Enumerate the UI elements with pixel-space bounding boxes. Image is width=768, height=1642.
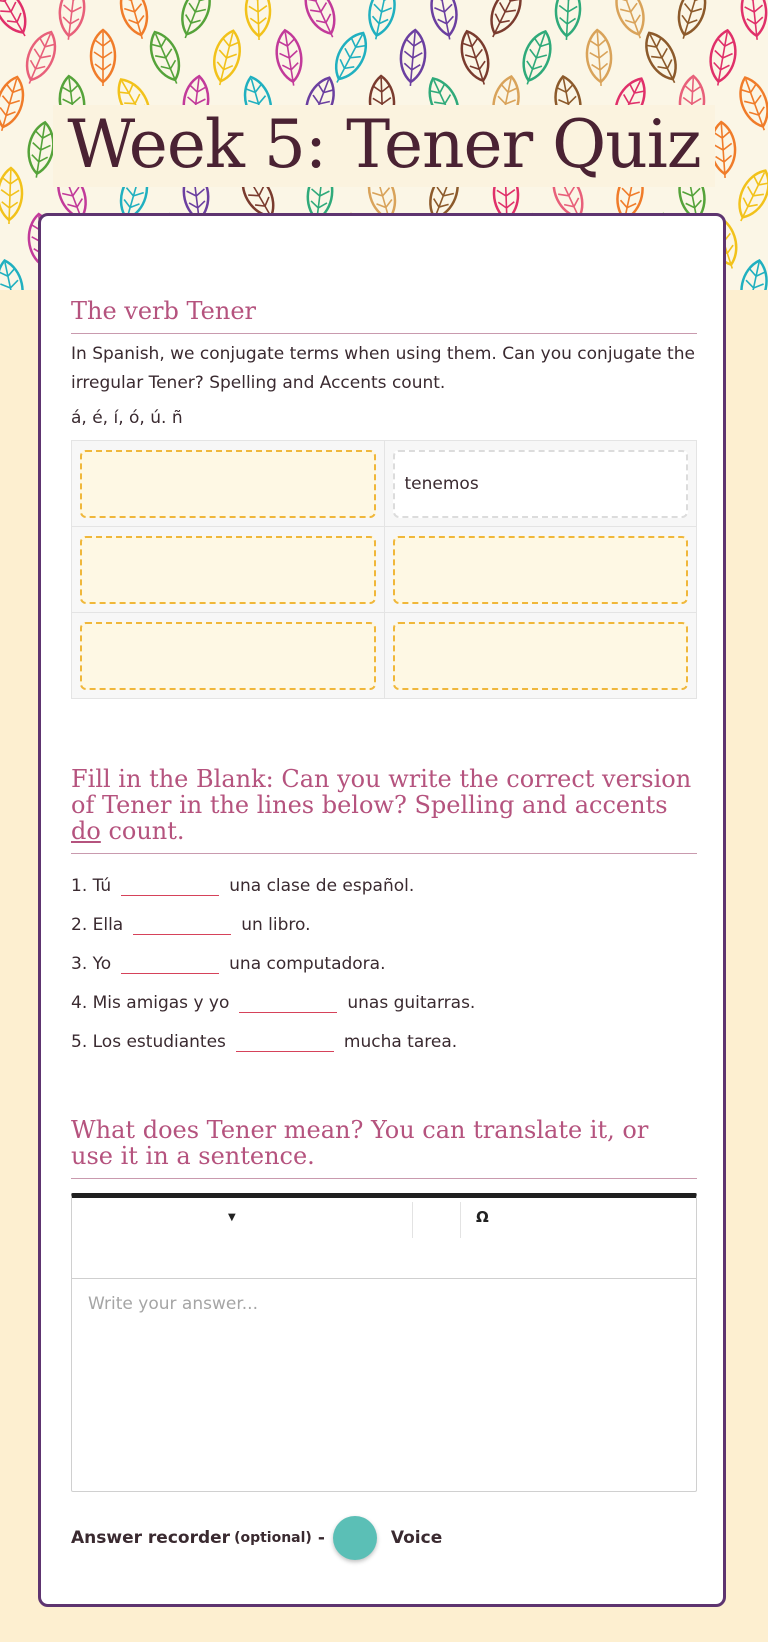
answer-textarea[interactable]: Write your answer... (88, 1294, 258, 1314)
list-item (71, 896, 697, 935)
leaf-icon (672, 0, 711, 42)
leaf-icon (516, 28, 557, 89)
leaf-icon (91, 30, 115, 86)
blank-input[interactable] (121, 951, 219, 974)
list-item (71, 857, 697, 896)
leaf-icon (115, 0, 154, 42)
leaf-icon (427, 0, 461, 42)
heading-text: Fill in the Blank: Can you write the correct version of Tener in the lines below? Spelling and accents (71, 765, 692, 819)
blank-input[interactable] (133, 912, 231, 935)
blank-input[interactable] (239, 990, 337, 1013)
leaf-icon (706, 28, 739, 87)
sentence-start: 1. Tú (71, 876, 112, 896)
leaf-icon (364, 0, 399, 42)
grid-cell (72, 441, 385, 527)
sentence-start: 4. Mis amigas y yo (71, 993, 230, 1013)
conjugation-section (71, 298, 697, 699)
leaf-icon (554, 0, 581, 41)
grid-cell (384, 441, 697, 527)
leaf-icon (326, 27, 373, 88)
leaf-icon (482, 0, 528, 42)
leaf-icon (18, 27, 62, 88)
editor-toolbar (72, 1198, 696, 1279)
section-heading (71, 766, 697, 854)
grid-cell (72, 613, 385, 699)
drop-zone[interactable] (80, 536, 376, 604)
leaf-icon (56, 0, 87, 41)
leaf-icon (610, 0, 652, 42)
heading-underlined: do (71, 817, 101, 845)
recorder-dash: - (317, 1528, 325, 1548)
special-characters-icon[interactable]: Ω (476, 1208, 489, 1226)
sentence-start: 2. Ella (71, 915, 124, 935)
drop-zone[interactable] (80, 450, 376, 518)
recorder-optional: (optional) (234, 1530, 312, 1546)
leaf-icon (0, 0, 35, 42)
blank-input[interactable] (121, 873, 219, 896)
sentence-end: un libro. (241, 915, 311, 935)
leaf-icon (639, 27, 686, 88)
leaf-icon (736, 258, 768, 290)
accent-characters: á, é, í, ó, ú. ñ (71, 408, 183, 428)
sentence-start: 5. Los estudiantes (71, 1032, 226, 1052)
drop-zone[interactable] (393, 536, 689, 604)
leaf-icon (739, 0, 768, 41)
drop-zone[interactable] (393, 622, 689, 690)
recorder-mode: Voice (390, 1528, 443, 1548)
leaf-icon (174, 0, 216, 42)
drop-zone[interactable] (80, 622, 376, 690)
quiz-card (38, 213, 726, 1607)
answer-chip[interactable]: tenemos (393, 450, 689, 518)
sentence-end: mucha tarea. (343, 1032, 458, 1052)
leaf-icon (298, 0, 343, 42)
leaf-icon (245, 0, 271, 40)
toolbar-divider (460, 1202, 461, 1238)
recorder-label: Answer recorder (71, 1528, 231, 1548)
conjugation-grid (71, 440, 697, 699)
leaf-icon (585, 29, 613, 87)
answer-editor (71, 1193, 697, 1492)
fill-in-blank-section (71, 766, 697, 1052)
translation-section (71, 1117, 697, 1179)
blank-input[interactable] (236, 1029, 334, 1052)
leaf-icon (398, 29, 427, 87)
sentence-end: una clase de español. (229, 876, 415, 896)
section-heading: The verb Tener (71, 298, 697, 334)
sentence-start: 3. Yo (71, 954, 112, 974)
page-title: Week 5: Tener Quiz (53, 105, 714, 187)
sentence-end: una computadora. (229, 954, 386, 974)
grid-cell (72, 527, 385, 613)
leaf-icon (0, 258, 28, 290)
leaf-icon (456, 28, 496, 89)
grid-cell (384, 527, 697, 613)
leaf-icon (208, 28, 245, 88)
blank-list (71, 857, 697, 1052)
list-item (71, 974, 697, 1013)
leaf-icon (273, 28, 305, 87)
section-instructions: In Spanish, we conjugate terms when using them. Can you conjugate the irregular Tener? Spelling and Accents count. (71, 344, 695, 393)
toolbar-divider (412, 1202, 413, 1238)
section-heading: What does Tener mean? You can translate it, or use it in a sentence. (71, 1117, 697, 1179)
answer-recorder (71, 1513, 697, 1563)
leaf-icon (144, 27, 188, 88)
dropdown-caret-icon[interactable]: ▼ (228, 1212, 236, 1223)
sentence-end: unas guitarras. (347, 993, 476, 1013)
record-button[interactable] (333, 1516, 377, 1560)
list-item (71, 935, 697, 974)
heading-text: count. (100, 817, 185, 845)
grid-cell (384, 613, 697, 699)
list-item (71, 1013, 697, 1052)
leaf-icon (764, 212, 768, 273)
